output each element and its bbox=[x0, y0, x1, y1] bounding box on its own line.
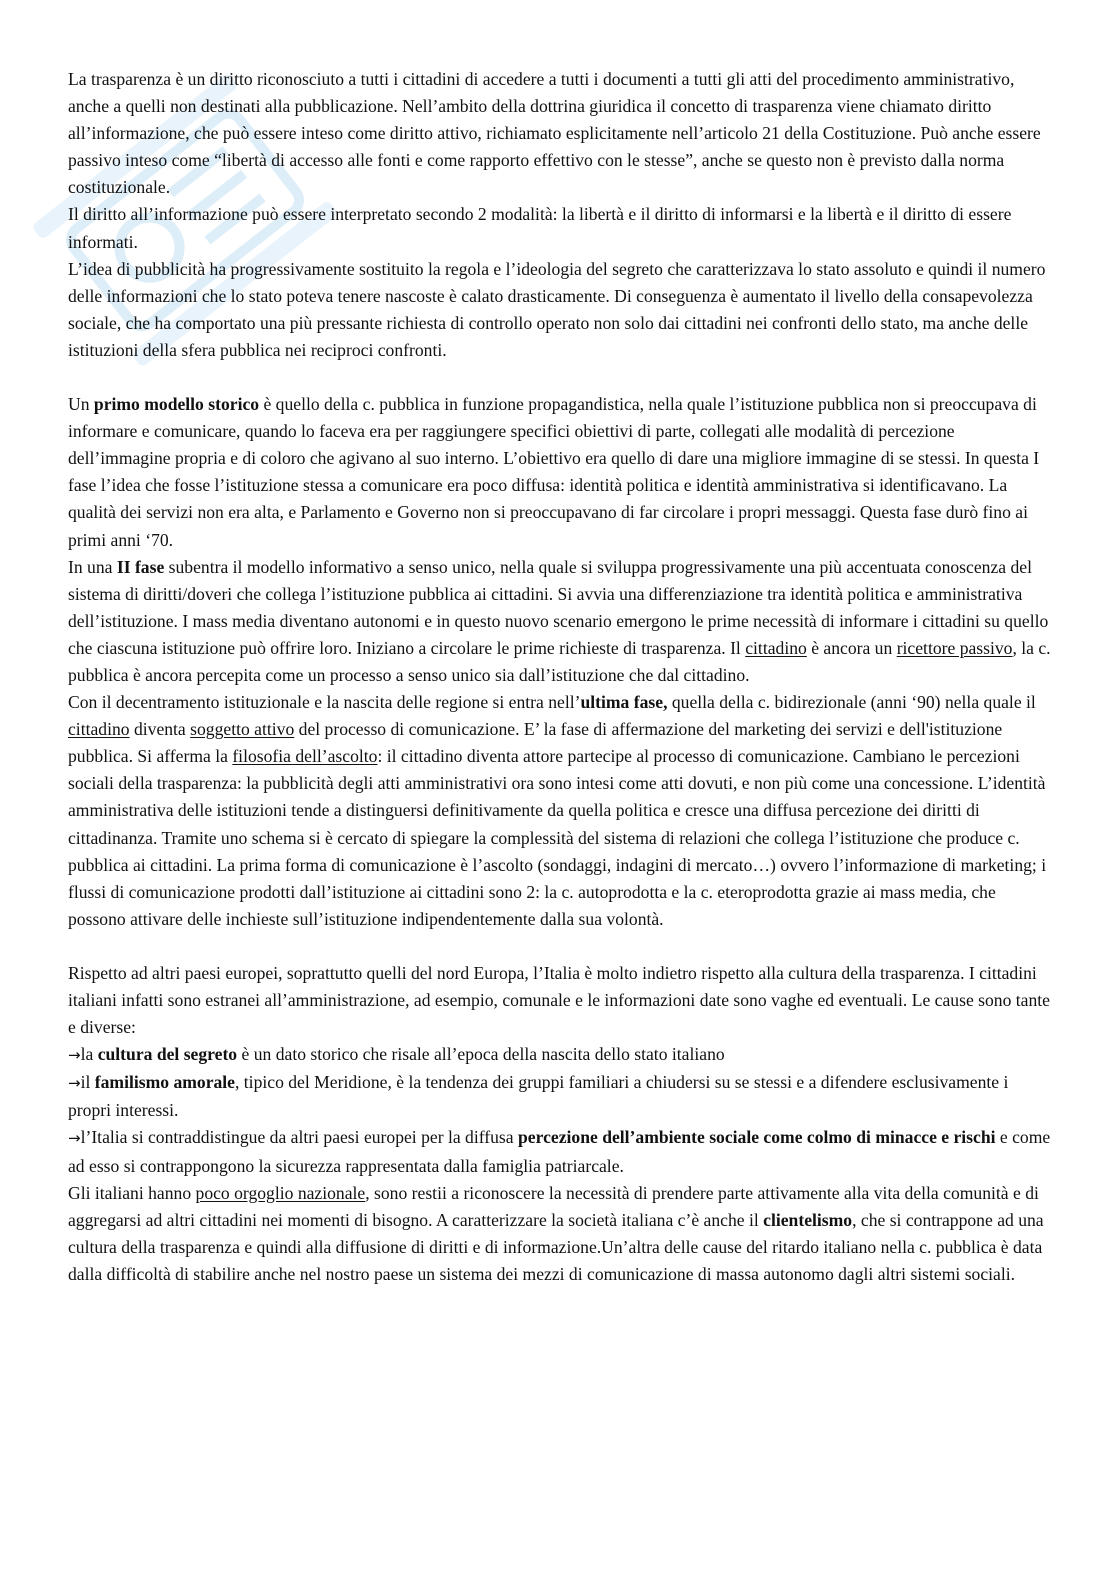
underlined-orgoglio: poco orgoglio nazionale bbox=[195, 1182, 366, 1203]
cause-term-segreto: cultura del segreto bbox=[97, 1044, 238, 1065]
italy-intro-paragraph: Rispetto ad altri paesi europei, soprattutto quelli del nord Europa, l’Italia è molto indietro rispetto alla cultura della trasparenza. I cittadini italiani infatti sono estranei all’amministrazione, ad esempio, comunale e le informazioni date sono vaghe ed eventuali. Le cause sono tante e diverse: bbox=[68, 962, 1050, 1038]
paragraph-gap bbox=[68, 364, 1053, 391]
intro-paragraph-2: Il diritto all’informazione può essere interpretato secondo 2 modalità: la libertà e il diritto di informarsi e la libertà e il diritto di essere informati. bbox=[68, 204, 1012, 252]
second-phase-paragraph: In una II fase subentra il modello informativo a senso unico, nella quale si sviluppa progressivamente una più accentuata conoscenza del sistema di diritti/doveri che collega l’istituzione pubblica ai cittadini. Si avvia una differenziazione tra identità politica e amministrativa dell’istituzione. I mass media diventano autonomi e in questo nuovo scenario emergono le prime necessità di informare i cittadini su quello che ciascuna istituzione può offrire loro. Iniziano a circolare le prime richieste di trasparenza. Il cittadino è ancora un ricettore passivo, la c. pubblica è ancora percepita come un processo a senso unico sia dall’istituzione che dal cittadino. bbox=[68, 556, 1051, 685]
cause-term-percezione: percezione dell’ambiente sociale come colmo di minacce e rischi bbox=[518, 1127, 996, 1148]
first-model-paragraph: Un primo modello storico è quello della c. pubblica in funzione propagandistica, nella quale l’istituzione pubblica non si preoccupava di informare e comunicare, quando lo faceva era per raggiungere specifici obiettivi di parte, collegati alle modalità di percezione dell’immagine propria e di coloro che agivano al suo interno. L’obiettivo era quello di dare una migliore immagine di se stessi. In questa I fase l’idea che fosse l’istituzione stessa a comunicare era poco diffusa: identità politica e identità amministrativa si identificavano. La qualità dei servizi non era alta, e Parlamento e Governo non si preoccupavano di far circolare i propri messaggi. Questa fase durò fino ai primi anni ‘70. bbox=[68, 394, 1040, 550]
document-page bbox=[68, 66, 1053, 1288]
arrow-icon: → bbox=[68, 1046, 81, 1065]
cause-item-familismo: →il familismo amorale, tipico del Meridione, è la tendenza dei gruppi familiari a chiudersi su se stessi e a difendere esclusivamente i propri interessi. bbox=[68, 1072, 1009, 1121]
underlined-cittadino: cittadino bbox=[745, 637, 807, 658]
underlined-cittadino-2: cittadino bbox=[68, 719, 130, 740]
first-model-term: primo modello storico bbox=[93, 394, 260, 415]
underlined-ricettore-passivo: ricettore passivo bbox=[896, 637, 1013, 658]
cause-item-percezione: →l’Italia si contraddistingue da altri paesi europei per la diffusa percezione dell’ambiente sociale come colmo di minacce e rischi e come ad esso si contrappongono la sicurezza rappresentata dalla famiglia patriarcale. bbox=[68, 1127, 1051, 1176]
underlined-soggetto-attivo: soggetto attivo bbox=[190, 719, 295, 740]
underlined-filosofia-ascolto: filosofia dell’ascolto bbox=[232, 746, 378, 767]
last-phase-term: ultima fase, bbox=[580, 692, 668, 713]
arrow-icon: → bbox=[68, 1129, 81, 1148]
arrow-icon: → bbox=[68, 1074, 81, 1093]
paragraph-gap-2 bbox=[68, 933, 1053, 960]
clientelismo-term: clientelismo bbox=[763, 1209, 853, 1230]
closing-paragraph: Gli italiani hanno poco orgoglio nazionale, sono restii a riconoscere la necessità di prendere parte attivamente alla vita della comunità e di aggregarsi ad altri cittadini nei momenti di bisogno. A caratterizzare la società italiana c’è anche il clientelismo, che si contrappone ad una cultura della trasparenza e quindi alla diffusione di diritti e di informazione.Un’altra delle cause del ritardo italiano nella c. pubblica è data dalla difficoltà di stabilire anche nel nostro paese un sistema dei mezzi di comunicazione di massa autonomo dagli altri sistemi sociali. bbox=[68, 1182, 1044, 1284]
intro-paragraph-1: La trasparenza è un diritto riconosciuto a tutti i cittadini di accedere a tutti i documenti a tutti gli atti del procedimento amministrativo, anche a quelli non destinati alla pubblicazione. Nell’ambito della dottrina giuridica il concetto di trasparenza viene chiamato diritto all’informazione, che può essere inteso come diritto attivo, richiamato esplicitamente nell’articolo 21 della Costituzione. Può anche essere passivo inteso come “libertà di accesso alle fonti e come rapporto effettivo con le stesse”, anche se questo non è previsto dalla norma costituzionale. bbox=[68, 69, 1041, 198]
last-phase-paragraph: Con il decentramento istituzionale e la nascita delle regione si entra nell’ultima fase, quella della c. bidirezionale (anni ‘90) nella quale il cittadino diventa soggetto attivo del processo di comunicazione. E’ la fase di affermazione del marketing dei servizi e dell'istituzione pubblica. Si afferma la filosofia dell’ascolto: il cittadino diventa attore partecipe al processo di comunicazione. Cambiano le percezioni sociali della trasparenza: la pubblicità degli atti amministrativi ora sono intesi come atti dovuti, e non più come una concessione. L’identità amministrativa delle istituzioni tende a distinguersi definitivamente da quella politica e cresce una diffusa percezione dei diritti di cittadinanza. Tramite uno schema si è cercato di spiegare la complessità del sistema di relazioni che collega l’istituzione che produce c. pubblica ai cittadini. La prima forma di comunicazione è l’ascolto (sondaggi, indagini di mercato…) ovvero l’informazione di marketing; i flussi di comunicazione prodotti dall’istituzione ai cittadini sono 2: la c. autoprodotta e la c. eteroprodotta grazie ai mass media, che possono attivare delle inchieste sull’istituzione indipendentemente dalla sua volontà. bbox=[68, 692, 1047, 929]
cause-item-segreto: →la cultura del segreto è un dato storico che risale all’epoca della nascita dello stato italiano bbox=[68, 1044, 725, 1065]
cause-term-familismo: familismo amorale bbox=[94, 1072, 235, 1093]
intro-paragraph-3: L’idea di pubblicità ha progressivamente sostituito la regola e l’ideologia del segreto che caratterizzava lo stato assoluto e quindi il numero delle informazioni che lo stato poteva tenere nascoste è calato drasticamente. Di conseguenza è aumentato il livello della consapevolezza sociale, che ha comportato una più pressante richiesta di controllo operato non solo dai cittadini nei confronti dello stato, ma anche delle istituzioni della sfera pubblica nei reciproci confronti. bbox=[68, 258, 1046, 360]
second-phase-term: II fase bbox=[116, 556, 165, 577]
